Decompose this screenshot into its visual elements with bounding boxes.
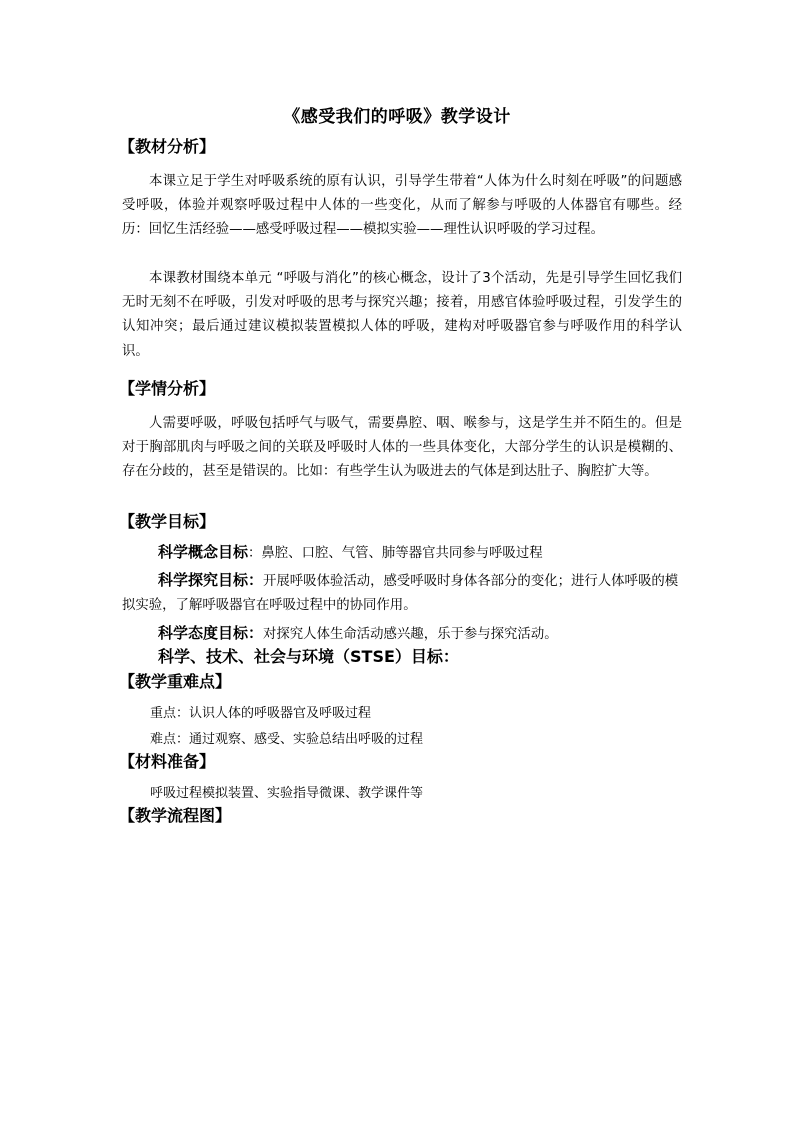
goal-attitude-label: 科学态度目标： xyxy=(158,624,264,642)
goal-concept xyxy=(122,540,682,566)
heading-materials: 【材料准备】 xyxy=(119,752,216,771)
heading-teaching-goals: 【教学目标】 xyxy=(119,512,216,531)
heading-student-analysis: 【学情分析】 xyxy=(119,379,216,398)
document-title: 《感受我们的呼吸》教学设计 xyxy=(283,107,511,127)
goal-stse: 科学、技术、社会与环境（STSE）目标： xyxy=(158,647,459,666)
difficult-point: 难点：通过观察、感受、实验总结出呼吸的过程 xyxy=(150,732,424,747)
goal-concept-text: ：鼻腔、口腔、气管、肺等器官共同参与呼吸过程 xyxy=(248,546,543,561)
goal-inquiry-text: 开展呼吸体验活动，感受呼吸时身体各部分的变化；进行人体呼吸的模拟实验，了解呼吸器官在呼吸过程中的协同作用。 xyxy=(122,574,679,614)
goal-attitude xyxy=(122,621,682,647)
goal-attitude-text: 对探究人体生命活动感兴趣，乐于参与探究活动。 xyxy=(263,627,558,642)
textbook-paragraph-2: 本课教材围绕本单元 “呼吸与消化”的核心概念，设计了3个活动，先是引导学生回忆我们无时无刻不在呼吸，引发对呼吸的思考与探究兴趣；接着，用感官体验呼吸过程，引发学生的认知冲突；最后通过建议模拟装置模拟人体的呼吸，建构对呼吸器官参与呼吸作用的科学认识。 xyxy=(122,271,682,359)
heading-teaching-flowchart: 【教学流程图】 xyxy=(119,806,232,825)
goal-inquiry-label: 科学探究目标： xyxy=(158,571,264,589)
materials-list: 呼吸过程模拟装置、实验指导微课、教学课件等 xyxy=(150,786,424,801)
heading-key-points: 【教学重难点】 xyxy=(119,672,232,691)
goal-concept-label: 科学概念目标 xyxy=(158,543,249,561)
student-analysis-paragraph: 人需要呼吸，呼吸包括呼气与吸气，需要鼻腔、咽、喉参与，这是学生并不陌生的。但是对于胸部肌肉与呼吸之间的关联及呼吸时人体的一些具体变化，大部分学生的认识是模糊的、存在分歧的，甚至是错误的。比如：有些学生认为吸进去的气体是到达肚子、胸腔扩大等。 xyxy=(122,416,682,480)
key-point: 重点：认识人体的呼吸器官及呼吸过程 xyxy=(150,706,372,721)
heading-textbook-analysis: 【教材分析】 xyxy=(119,137,216,156)
goal-inquiry xyxy=(122,568,682,618)
textbook-paragraph-1: 本课立足于学生对呼吸系统的原有认识，引导学生带着“人体为什么时刻在呼吸”的问题感受呼吸，体验并观察呼吸过程中人体的一些变化，从而了解参与呼吸的人体器官有哪些。经历：回忆生活经验——感受呼吸过程——模拟实验——理性认识呼吸的学习过程。 xyxy=(122,174,682,238)
